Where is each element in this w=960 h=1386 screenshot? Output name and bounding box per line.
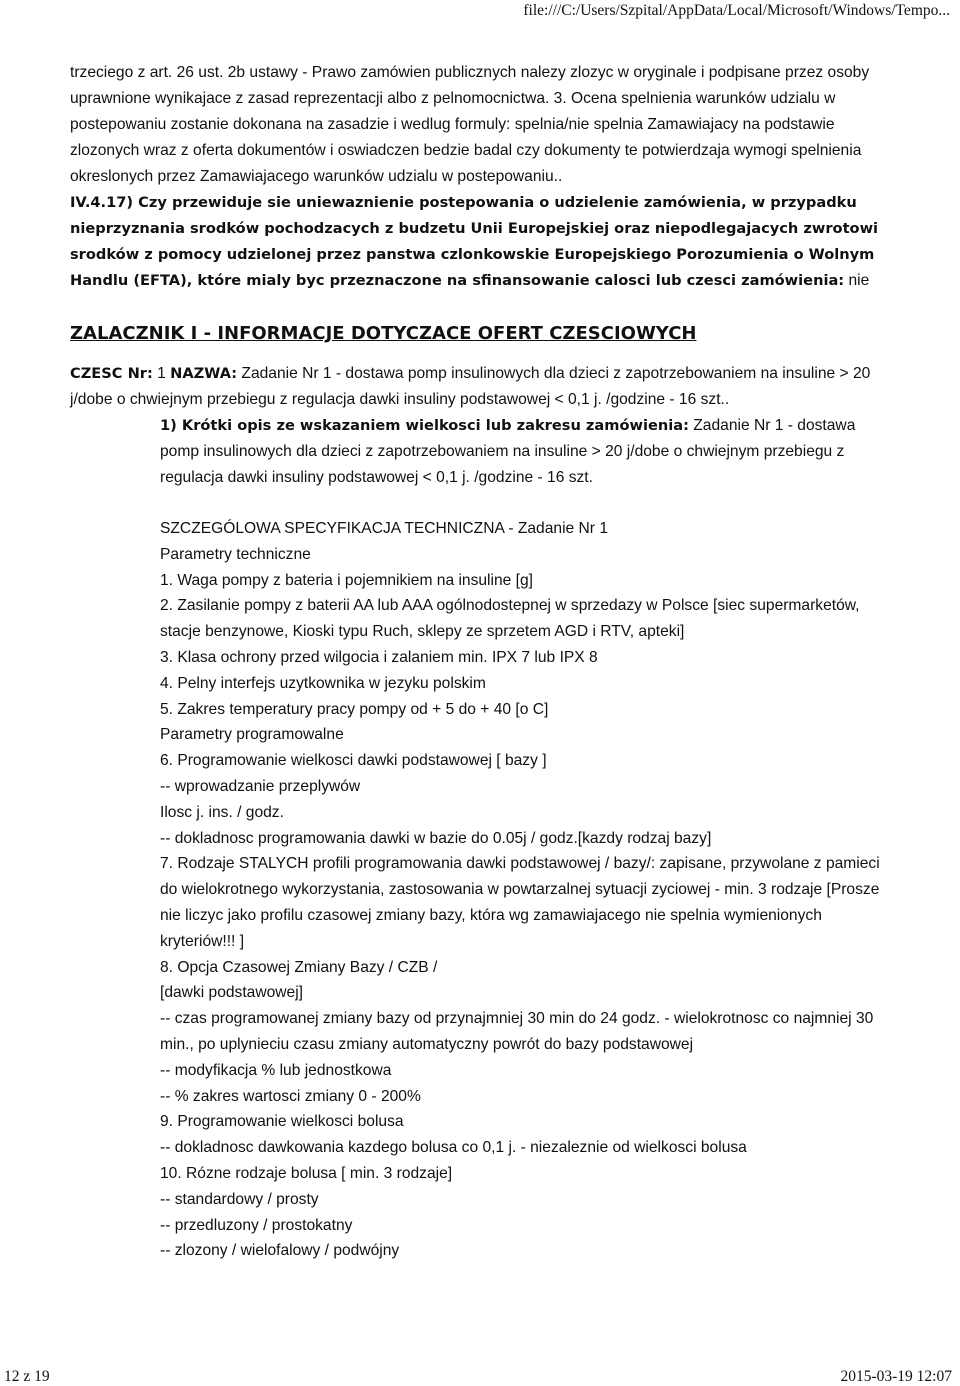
section-iv-4-17-label: IV.4.17) Czy przewiduje sie uniewaznienie postepowania o udzielenie zamówienia, w przypadku nieprzyznania srodków pochodzacych z budzetu Unii Europejskiej oraz niepodlegajacych zwrotowi srodków z pomocy udzielonej przez panstwa czlonkowskie Europejskiego Porozumienia o Wolnym Handlu (EFTA), które mialy byc przeznaczone na sfinansowanie calosci lub czesci zamówienia: [70, 194, 879, 289]
part-desc-value: Zadanie Nr 1 - dostawa pomp insulinowych dla dzieci z zapotrzebowaniem na insuline > 20 j/dobe o chwiejnym przebiegu z regulacja dawki insuliny podstawowej < 0,1 j. /godzine - 16 szt. [160, 417, 856, 486]
spec-line: -- standardowy / prosty [160, 1190, 319, 1208]
spec-line: 3. Klasa ochrony przed wilgocia i zalaniem min. IPX 7 lub IPX 8 [160, 648, 598, 666]
part-short-description [160, 413, 890, 491]
spec-line: 4. Pelny interfejs uzytkownika w jezyku polskim [160, 674, 486, 692]
spec-line: -- dokladnosc programowania dawki w bazie do 0.05j / godz.[kazdy rodzaj bazy] [160, 829, 712, 847]
spec-line: SZCZEGÓLOWA SPECYFIKACJA TECHNICZNA - Zadanie Nr 1 [160, 520, 608, 537]
spec-line: -- przedluzony / prostokatny [160, 1216, 353, 1234]
spec-line: 7. Rodzaje STALYCH profili programowania dawki podstawowej / bazy/: zapisane, przywolane z pamieci do wielokrotnego wykorzystania, zastosowania w powtarzalnej sytuacji zyciowej - min. 3 rodzaje [Prosze nie liczyc jako profilu czasowej zmiany bazy, która wg zamawiajacego nie spelnia wymienionych kryteriów!!! ] [160, 855, 885, 950]
section-iv-4-17-answer: nie [844, 272, 870, 289]
spec-line: -- dokladnosc dawkowania kazdego bolusa co 0,1 j. - niezaleznie od wielkosci bolusa [160, 1139, 747, 1157]
part-name-value: Zadanie Nr 1 - dostawa pomp insulinowych dla dzieci z zapotrzebowaniem na insuline > 20 j/dobe o chwiejnym przebiegu z regulacja dawki insuliny podstawowej < 0,1 j. /godzine - 16 szt.. [70, 365, 871, 408]
part-header [70, 361, 890, 413]
part-nr-label: CZESC Nr: [70, 365, 153, 382]
spec-line: 6. Programowanie wielkosci dawki podstawowej [ bazy ] [160, 752, 547, 770]
print-footer-datetime: 2015-03-19 12:07 [840, 1368, 952, 1385]
spec-line: 5. Zakres temperatury pracy pompy od + 5 do + 40 [o C] [160, 700, 549, 718]
part-nr-value: 1 [152, 365, 171, 382]
spec-line: -- zlozony / wielofalowy / podwójny [160, 1242, 400, 1260]
spec-line: -- czas programowanej zmiany bazy od przynajmniej 30 min do 24 godz. - wielokrotnosc co najmniej 30 min., po uplynieciu czasu zmiany automatyczny powrót do bazy podstawowej [160, 1010, 878, 1053]
spec-line: 8. Opcja Czasowej Zmiany Bazy / CZB / [160, 958, 438, 976]
spec-line: 1. Waga pompy z bateria i pojemnikiem na insuline [g] [160, 571, 533, 589]
print-footer-page-number: 12 z 19 [4, 1368, 50, 1385]
section-iv-4-17-paragraph [70, 190, 890, 294]
part-desc-label: 1) Krótki opis ze wskazaniem wielkosci lub zakresu zamówienia: [160, 417, 689, 434]
spec-line: 10. Rózne rodzaje bolusa [ min. 3 rodzaje] [160, 1164, 453, 1182]
spec-line: Parametry programowalne [160, 726, 344, 744]
part-name-label: NAZWA: [170, 365, 238, 382]
spec-line: Parametry techniczne [160, 545, 311, 563]
spec-line: -- modyfikacja % lub jednostkowa [160, 1061, 392, 1079]
spec-line: -- wprowadzanie przeplywów [160, 777, 361, 795]
spec-line: Ilosc j. ins. / godz. [160, 803, 284, 821]
spec-line: [dawki podstawowej] [160, 984, 304, 1002]
section-iii-paragraph: trzeciego z art. 26 ust. 2b ustawy - Prawo zamówien publicznych nalezy zlozyc w oryginale i podpisane przez osoby uprawnione wynikajace z zasad reprezentacji albo z pelnomocnictwa. 3. Ocena spelnienia warunków udzialu w postepowaniu zostanie dokonana na zasadzie i wedlug formuly: spelnia/nie spelnia Zamawiajacy na podstawie zlozonych wraz z oferta dokumentów i oswiadczen bedzie badal czy dokumenty te potwierdzaja wymogi spelnienia okreslonych przez Zamawiajacego warunków udzialu w postepowaniu.. [70, 64, 870, 185]
spec-line: -- % zakres wartosci zmiany 0 - 200% [160, 1087, 421, 1105]
technical-specification [160, 516, 890, 1264]
spec-line: 2. Zasilanie pompy z baterii AA lub AAA ogólnodostepnej w sprzedazy w Polsce [siec supermarketów, stacje benzynowe, Kioski typu Ruch, sklepy ze sprzetem AGD i RTV, apteki] [160, 597, 864, 641]
print-header-file-path: file:///C:/Users/Szpital/AppData/Local/Microsoft/Windows/Tempo... [523, 2, 950, 19]
document-body [70, 60, 890, 1264]
spec-line: 9. Programowanie wielkosci bolusa [160, 1113, 404, 1131]
annex-title: ZALACZNIK I - INFORMACJE DOTYCZACE OFERT CZESCIOWYCH [70, 323, 697, 344]
